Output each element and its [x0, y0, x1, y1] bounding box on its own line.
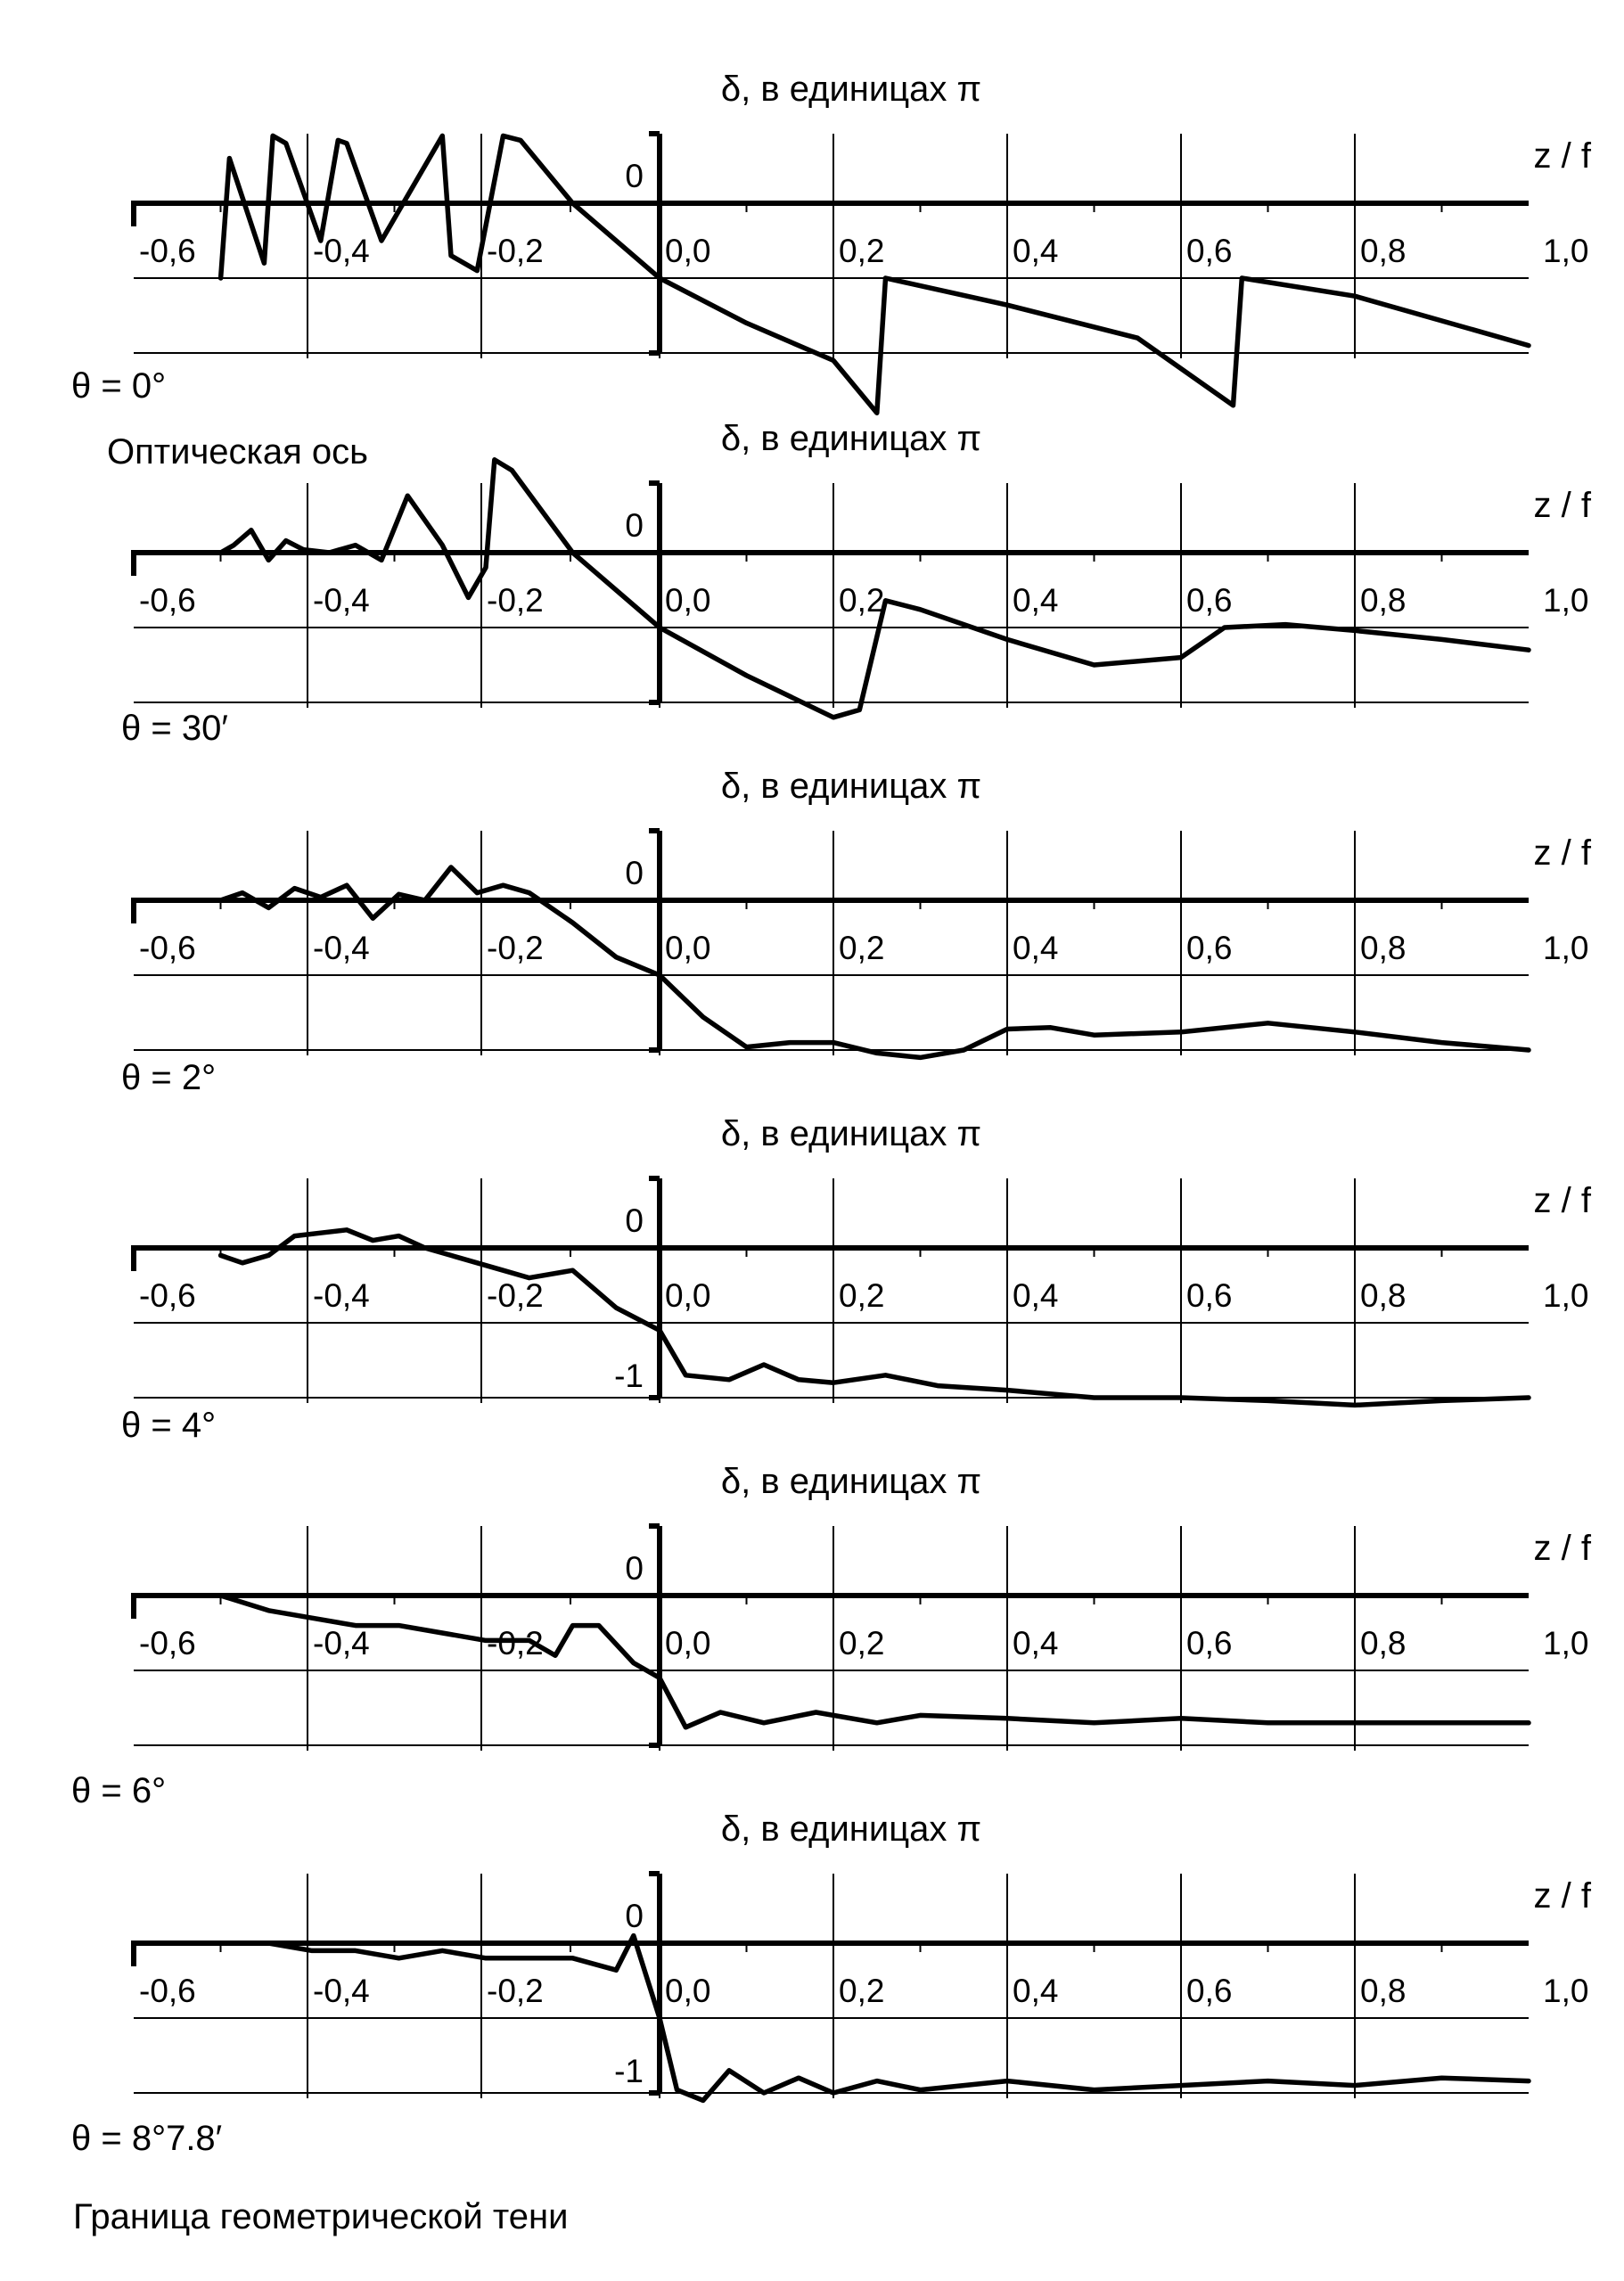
x-tick-label: 0,6 [1186, 1973, 1233, 2009]
y-tick-label: 0 [625, 855, 644, 891]
x-tick-label: 1,0 [1543, 930, 1589, 966]
x-tick-label: 0,6 [1186, 930, 1233, 966]
x-tick-label: 0,4 [1013, 930, 1059, 966]
x-tick-label: 0,2 [839, 233, 885, 269]
x-tick-label: 0,2 [839, 1973, 885, 2009]
shadow-boundary-note: Граница геометрической тени [73, 2197, 569, 2236]
panel-title: δ, в единицах π [720, 1114, 982, 1153]
x-tick-label: -0,2 [487, 930, 544, 966]
panel-1 [71, 70, 1592, 413]
panel-title: δ, в единицах π [720, 1809, 982, 1849]
x-tick-label: 0,4 [1013, 1973, 1059, 2009]
series-line [221, 1230, 1529, 1406]
angle-label: θ = 30′ [121, 709, 228, 748]
x-tick-label: 1,0 [1543, 1277, 1589, 1314]
x-tick-label: 1,0 [1543, 1973, 1589, 2009]
x-axis-label: z / f [1533, 833, 1591, 873]
panel-title: δ, в единицах π [720, 767, 982, 806]
x-tick-label: 0,0 [665, 930, 711, 966]
x-tick-label: 0,8 [1360, 233, 1407, 269]
x-tick-label: -0,2 [487, 582, 544, 619]
x-tick-label: 0,8 [1360, 930, 1407, 966]
x-tick-label: -0,4 [313, 233, 370, 269]
x-tick-label: -0,6 [139, 1625, 196, 1662]
x-tick-label: 0,2 [839, 1277, 885, 1314]
panel-title: δ, в единицах π [720, 419, 982, 458]
x-tick-label: -0,2 [487, 1277, 544, 1314]
x-tick-label: -0,2 [487, 1625, 544, 1662]
panel-4 [121, 1114, 1592, 1445]
x-tick-label: -0,4 [313, 930, 370, 966]
x-tick-label: 0,4 [1013, 233, 1059, 269]
y-tick-label: -1 [614, 2053, 644, 2089]
y-tick-label: 0 [625, 1898, 644, 1934]
x-tick-label: -0,6 [139, 233, 196, 269]
series-line [221, 135, 1529, 413]
x-tick-label: 1,0 [1543, 582, 1589, 619]
y-tick-label: 0 [625, 1202, 644, 1239]
x-tick-label: 0,8 [1360, 1277, 1407, 1314]
x-axis-label: z / f [1533, 1181, 1591, 1220]
x-axis-label: z / f [1533, 1529, 1591, 1568]
x-tick-label: -0,2 [487, 1973, 544, 2009]
angle-label: θ = 4° [121, 1406, 217, 1445]
panel-3 [121, 767, 1592, 1097]
x-tick-label: -0,4 [313, 1277, 370, 1314]
x-tick-label: 1,0 [1543, 1625, 1589, 1662]
x-tick-label: -0,4 [313, 1625, 370, 1662]
x-tick-label: 0,8 [1360, 1625, 1407, 1662]
x-tick-label: 0,8 [1360, 1973, 1407, 2009]
x-tick-label: -0,6 [139, 1973, 196, 2009]
x-tick-label: 0,8 [1360, 582, 1407, 619]
x-tick-label: 0,0 [665, 1277, 711, 1314]
x-tick-label: 0,2 [839, 930, 885, 966]
x-tick-label: 0,0 [665, 1625, 711, 1662]
panel-title: δ, в единицах π [720, 70, 982, 109]
x-tick-label: 0,6 [1186, 582, 1233, 619]
x-tick-label: 0,6 [1186, 1277, 1233, 1314]
angle-label: θ = 0° [71, 366, 167, 406]
x-tick-label: 0,4 [1013, 582, 1059, 619]
x-tick-label: 0,0 [665, 1973, 711, 2009]
x-axis-label: z / f [1533, 1876, 1591, 1916]
x-tick-label: 0,2 [839, 1625, 885, 1662]
x-tick-label: 1,0 [1543, 233, 1589, 269]
x-axis-label: z / f [1533, 136, 1591, 176]
x-tick-label: 0,0 [665, 582, 711, 619]
angle-label: θ = 8°7.8′ [71, 2119, 223, 2158]
panel-title: δ, в единицах π [720, 1462, 982, 1501]
x-tick-label: 0,2 [839, 582, 885, 619]
angle-label: θ = 2° [121, 1058, 217, 1097]
panel-6 [71, 1809, 1592, 2158]
x-tick-label: -0,2 [487, 233, 544, 269]
y-tick-label: -1 [614, 1358, 644, 1394]
x-tick-label: -0,6 [139, 582, 196, 619]
x-tick-label: 0,6 [1186, 233, 1233, 269]
y-tick-label: 0 [625, 158, 644, 194]
y-tick-label: 0 [625, 1550, 644, 1587]
x-tick-label: -0,4 [313, 582, 370, 619]
x-axis-label: z / f [1533, 486, 1591, 525]
x-tick-label: 0,4 [1013, 1277, 1059, 1314]
angle-label: θ = 6° [71, 1771, 167, 1810]
x-tick-label: 0,4 [1013, 1625, 1059, 1662]
x-tick-label: 0,6 [1186, 1625, 1233, 1662]
x-tick-label: 0,0 [665, 233, 711, 269]
x-tick-label: -0,4 [313, 1973, 370, 2009]
x-tick-label: -0,6 [139, 1277, 196, 1314]
y-tick-label: 0 [625, 507, 644, 544]
x-tick-label: -0,6 [139, 930, 196, 966]
optical-axis-note: Оптическая ось [107, 432, 369, 472]
panel-5 [71, 1462, 1592, 1810]
